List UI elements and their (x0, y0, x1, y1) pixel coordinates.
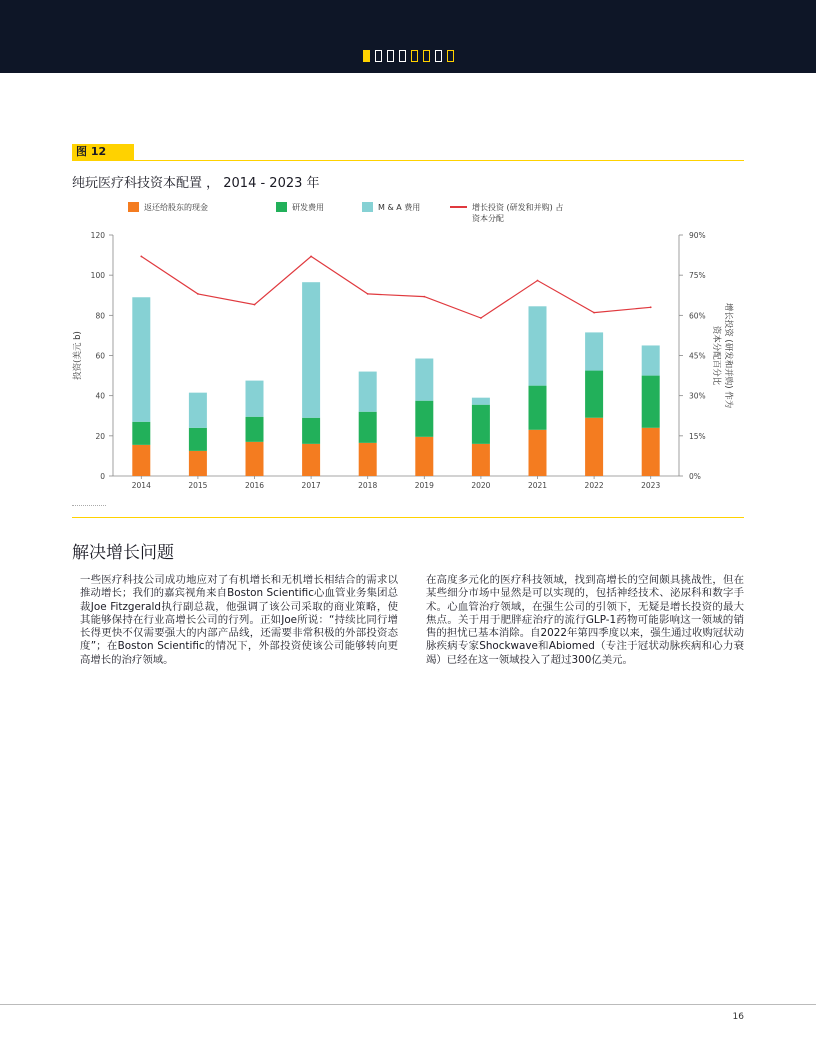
bar-ma (132, 297, 150, 422)
bar-rd (359, 412, 377, 443)
growth-point (254, 304, 256, 306)
bar-ma (585, 332, 603, 370)
bar-rd (415, 401, 433, 437)
bar-cash (189, 451, 207, 476)
growth-point (650, 306, 652, 308)
y-right-axis-title-line1: 增长投资 (研发和并购) 作为 (723, 302, 733, 409)
y-right-tick-label: 0% (689, 472, 701, 481)
bar-cash (529, 430, 547, 476)
section-rule (72, 517, 744, 518)
bar-ma (529, 306, 547, 385)
y-right-tick-label: 45% (689, 351, 706, 361)
y-right-tick-label: 15% (689, 431, 706, 441)
growth-point (367, 293, 369, 295)
bar-ma (642, 345, 660, 375)
x-tick-label: 2016 (244, 481, 265, 490)
body-column-left (80, 574, 398, 667)
growth-point (197, 293, 199, 295)
capital-allocation-chart (0, 0, 816, 500)
x-tick-label: 2014 (131, 481, 151, 490)
source-dots (72, 505, 106, 506)
page-number: 16 (732, 1012, 744, 1022)
bar-rd (472, 405, 490, 444)
y-tick-label: 120 (90, 231, 105, 240)
bar-rd (585, 371, 603, 418)
growth-point (593, 312, 595, 314)
x-tick-label: 2023 (641, 481, 661, 490)
y-right-axis-title-line2: 资本分配百分比 (711, 325, 721, 386)
bar-rd (246, 417, 264, 442)
x-tick-label: 2021 (527, 481, 548, 490)
bar-ma (472, 398, 490, 405)
y-axis-title: 投资(美元 b) (73, 331, 83, 380)
figure-tag: 图 12 (72, 144, 134, 160)
x-tick-label: 2019 (414, 481, 434, 490)
y-right-tick-label: 60% (689, 311, 706, 321)
bar-cash (359, 443, 377, 476)
bar-ma (359, 372, 377, 412)
section-title: 解决增长问题 (72, 543, 174, 563)
y-right-tick-label: 30% (689, 391, 706, 401)
bar-cash (132, 445, 150, 476)
bar-ma (246, 381, 264, 417)
y-tick-label: 100 (90, 271, 105, 281)
x-tick-label: 2020 (471, 481, 491, 490)
x-tick-label: 2018 (358, 481, 378, 490)
y-tick-label: 60 (95, 351, 105, 361)
bar-cash (472, 444, 490, 476)
legend-label-rd: 研发费用 (292, 203, 324, 212)
growth-point (480, 317, 482, 319)
legend-label-cash: 返还给股东的现金 (144, 203, 208, 212)
growth-point (310, 256, 312, 258)
growth-point (423, 296, 425, 298)
y-right-tick-label: 90% (689, 231, 706, 240)
x-tick-label: 2015 (188, 481, 208, 490)
bar-rd (642, 376, 660, 428)
growth-point (537, 280, 539, 282)
x-tick-label: 2022 (584, 481, 604, 490)
legend-label-growth-line1: 增长投资 (研发和并购) 占 (472, 203, 564, 212)
bar-ma (415, 359, 433, 401)
footer-rule (0, 1004, 816, 1005)
growth-line (141, 256, 650, 318)
bar-ma (302, 282, 320, 418)
bar-cash (642, 428, 660, 476)
bar-rd (529, 386, 547, 430)
bar-rd (132, 422, 150, 445)
y-tick-label: 40 (95, 391, 105, 401)
y-tick-label: 20 (95, 431, 105, 441)
legend-label-growth-line2: 资本分配 (472, 214, 504, 223)
bar-cash (585, 418, 603, 476)
y-right-tick-label: 75% (689, 271, 706, 281)
y-tick-label: 80 (95, 311, 105, 321)
left-paragraph: 一些医疗科技公司成功地应对了有机增长和无机增长相结合的需求以推动增长；我们的嘉宾视角来自Boston Scientific心血管业务集团总裁Joe Fitzgerald执行副总裁，他强调了该公司采取的商业策略，使其能够保持在行业高增长公司的行列。正如Joe所说：“持续比同行增长得更快不仅需要强大的内部产品线，还需要非常积极的外部投资态度”；在Boston Scientific的情况下，外部投资使该公司能够转向更高增长的治疗领域。 (80, 574, 398, 666)
body-column-right (426, 574, 744, 667)
y-tick-label: 0 (100, 472, 105, 481)
bar-rd (189, 428, 207, 451)
bar-cash (415, 437, 433, 476)
bar-cash (302, 444, 320, 476)
growth-point (140, 256, 142, 258)
chart-title: 纯玩医疗科技资本配置 ， 2014 - 2023 年 (72, 176, 320, 191)
right-paragraph: 在高度多元化的医疗科技领域，找到高增长的空间颇具挑战性，但在某些细分市场中显然是可以实现的，包括神经技术、泌尿科和数字手术。心血管治疗领域，在强生公司的引领下，无疑是增长投资的最大焦点。关于用于肥胖症治疗的流行GLP-1药物可能影响这一领域的销售的担忧已基本消除。自2022年第四季度以来，强生通过收购冠状动脉疾病专家Shockwave和Abiomed（专注于冠状动脉疾病和心力衰竭）已经在这一领域投入了超过300亿美元。 (426, 574, 744, 666)
bar-cash (246, 442, 264, 476)
bar-ma (189, 393, 207, 428)
x-tick-label: 2017 (301, 481, 321, 490)
legend-label-ma: M & A 费用 (378, 203, 421, 212)
bar-rd (302, 418, 320, 444)
